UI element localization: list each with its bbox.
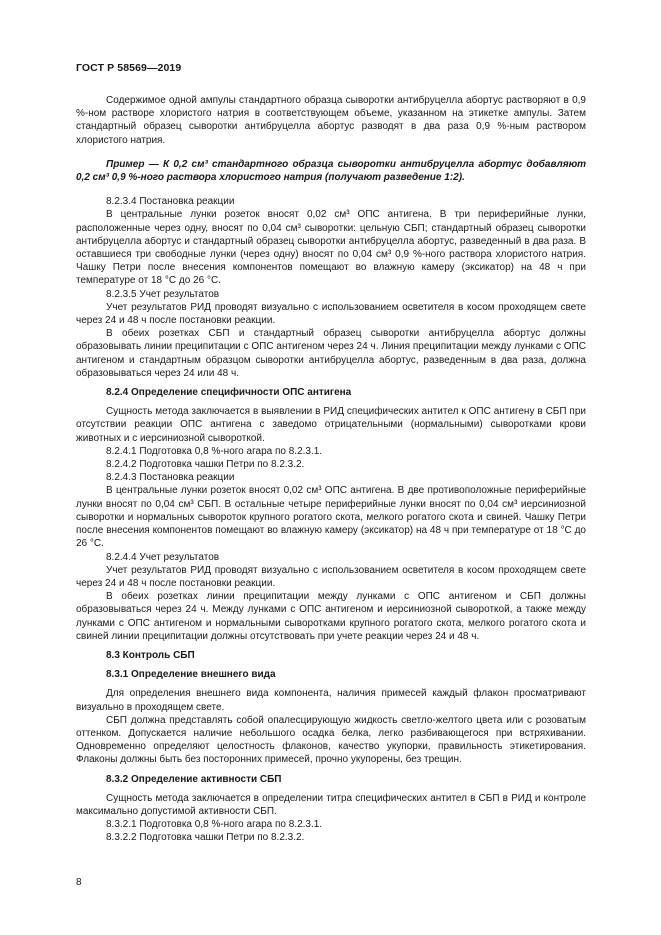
paragraph: 8.2.3.4 Постановка реакции	[106, 196, 235, 208]
document-body	[76, 94, 586, 845]
paragraph: Учет результатов РИД проводят визуально с использованием осветителя в косом проходящем свете через 24 и 48 ч после постановки реакции.	[76, 564, 586, 589]
paragraph: 8.2.3.5 Учет результатов	[106, 288, 220, 300]
example-note: Пример — К 0,2 см³ стандартного образца сыворотки антибруцелла абортус добавляют 0,2 см³ 0,9 %-ного раствора хлористого натрия (получают разведение 1:2).	[76, 158, 586, 184]
paragraph: 8.2.4.2 Подготовка чашки Петри по 8.2.3.2.	[106, 459, 305, 471]
section-heading: 8.3.2 Определение активности СБП	[106, 773, 282, 785]
paragraph: В обеих розетках СБП и стандартный образец сыворотки антибруцелла абортус должны образовывать линии преципитации с ОПС антигеном через 24 ч. Линия преципитации между лунками с ОПС антигеном и стандартным образцом сыворотки антибруцелла абортус, разведенным в два раза, должна образовываться через 24 или 48 ч.	[76, 328, 586, 379]
paragraph: 8.2.4.3 Постановка реакции	[106, 472, 235, 484]
paragraph: 8.2.4.4 Учет результатов	[106, 551, 220, 563]
document-header: ГОСТ Р 58569—2019	[76, 62, 182, 74]
paragraph: Сущность метода заключается в определении титра специфических антител в СБП в РИД и контроле максимально допустимой активности СБП.	[76, 792, 586, 817]
paragraph: Сущность метода заключается в выявлении в РИД специфических антител к ОПС антигену в СБП при отсутствии реакции ОПС антигена с заведомо отрицательными (нормальными) сыворотками крови животных и с иерсиниозной сывороткой.	[76, 406, 586, 444]
spacer	[76, 147, 586, 158]
paragraph: 8.3.2.1 Подготовка 0,8 %-ного агара по 8.2.3.1.	[106, 819, 323, 831]
paragraph: В центральные лунки розеток вносят 0,02 см³ ОПС антигена. В три периферийные лунки, расположенные через одну, вносят по 0,04 см³ сыворотки: цельную СБП; стандартный образец сыворотки антибруцелла абортус и стандартный образец сыворотки антибруцелла абортус, разведенный в два раза. В оставшиеся три свободные лунки (через одну) вносят по 0,04 см³ 0,9 %-ного раствора хлористого натрия. Чашку Петри после внесения компонентов помещают во влажную камеру (эксикатор) на 48 ч при температуре от 18 °С до 26 °С.	[76, 209, 586, 287]
paragraph: Учет результатов РИД проводят визуально с использованием осветителя в косом проходящем свете через 24 и 48 ч после постановки реакции.	[76, 301, 586, 327]
paragraph: В центральные лунки розеток вносят 0,02 см³ ОПС антигена. В две противоположные периферийные лунки вносят по 0,04 см³ СБП. В остальные четыре периферийные лунки вносят по 0,04 см³ иерсиниозной сыворотки и нормальных сывороток крупного рогатого скота, мелкого рогатого скота и свиней. Чашку Петри после внесения компонентов помещают во влажную камеру (эксикатор) на 48 ч при температуре от 18 °С до 26 °С.	[76, 485, 586, 550]
paragraph: 8.2.4.1 Подготовка 0,8 %-ного агара по 8.2.3.1.	[106, 445, 323, 457]
spacer	[76, 184, 586, 195]
paragraph: Содержимое одной ампулы стандартного образца сыворотки антибруцелла абортус растворяют в 0,9 %-ном растворе хлористого натрия в соответствующем объеме, указанном на этикетке ампулы. Затем стандартный образец сыворотки антибруцелла абортус разводят в два раза 0,9 %-ным раствором хлористого натрия.	[76, 95, 586, 146]
section-heading: 8.3 Контроль СБП	[106, 649, 195, 661]
section-heading: 8.2.4 Определение специфичности ОПС антигена	[106, 387, 352, 399]
paragraph: Для определения внешнего вида компонента, наличия примесей каждый флакон просматривают визуально в проходящем свете.	[76, 688, 586, 713]
paragraph: 8.3.2.2 Подготовка чашки Петри по 8.2.3.2.	[106, 832, 305, 844]
page-number: 8	[76, 877, 82, 888]
paragraph: В обеих розетках линии преципитации между лунками с ОПС антигеном и СБП должны образовываться через 24 ч. Между лунками с ОПС антигеном и иерсиниозной сывороткой, а также между лунками с ОПС антигеном и нормальными сыворотками крупного рогатого скота, мелкого рогатого скота и свиней линии преципитации должны отсутствовать при учете реакции через 24 и 48 ч.	[76, 591, 586, 642]
paragraph: СБП должна представлять собой опалесцирующую жидкость светло-желтого цвета или с розоватым оттенком. Допускается наличие небольшого осадка белка, легко разбивающегося при встряхивании. Одновременно определяют целостность флаконов, качество укупорки, правильность этикетирования. Флаконы должны быть без посторонних примесей, прочно укупорены, без трещин.	[76, 714, 586, 766]
section-heading: 8.3.1 Определение внешнего вида	[106, 669, 276, 681]
